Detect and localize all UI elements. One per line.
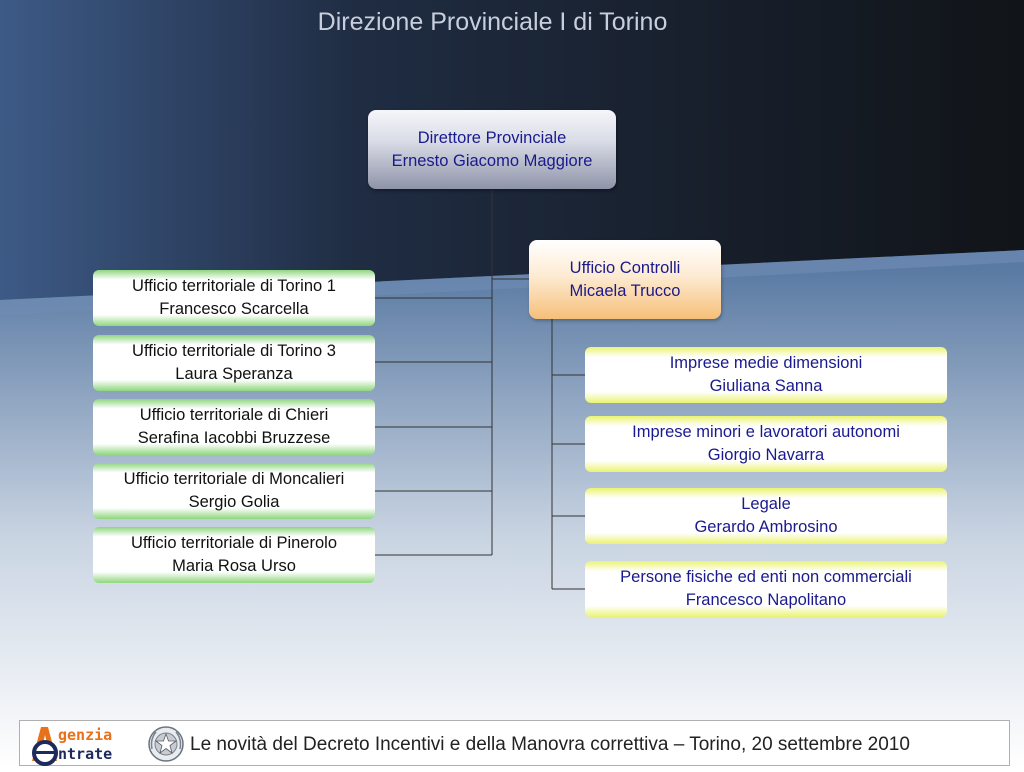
office-role: Ufficio territoriale di Torino 3 (132, 342, 336, 360)
unit-persone-fisiche-box (585, 561, 947, 617)
office-manager: Francesco Scarcella (159, 300, 309, 318)
office-manager: Serafina Iacobbi Bruzzese (137, 429, 331, 447)
unit-role: Persone fisiche ed enti non commerciali (620, 568, 912, 586)
office-torino-3-box (93, 335, 375, 391)
office-role: Ufficio territoriale di Torino 1 (132, 277, 336, 295)
page-title: Direzione Provinciale I di Torino (317, 8, 668, 36)
director-role: Direttore Provinciale (417, 128, 567, 147)
unit-manager: Giorgio Navarra (707, 446, 825, 464)
office-chieri-box (93, 399, 375, 455)
office-role: Ufficio territoriale di Chieri (139, 406, 329, 424)
logo-word-ntrate: ntrate (58, 745, 113, 763)
unit-imprese-minori-box (585, 416, 947, 472)
footer-caption: Le novità del Decreto Incentivi e della Manovra correttiva – Torino, 20 settembre 2010 (190, 734, 910, 755)
office-role: Ufficio territoriale di Pinerolo (130, 534, 338, 552)
unit-manager: Giuliana Sanna (709, 377, 823, 395)
office-manager: Laura Speranza (175, 365, 293, 383)
director-name: Ernesto Giacomo Maggiore (391, 151, 593, 170)
office-pinerolo-box (93, 527, 375, 583)
unit-manager: Gerardo Ambrosino (694, 518, 838, 536)
logo-word-genzia: genzia (58, 726, 113, 744)
office-manager: Maria Rosa Urso (172, 557, 296, 575)
office-manager: Sergio Golia (188, 493, 280, 511)
unit-role: Imprese minori e lavoratori autonomi (632, 423, 900, 441)
office-torino-1-box (93, 270, 375, 326)
office-role: Ufficio territoriale di Moncalieri (123, 470, 345, 488)
unit-role: Legale (741, 495, 791, 513)
director-box (368, 110, 616, 189)
unit-imprese-medie-box (585, 347, 947, 403)
unit-role: Imprese medie dimensioni (669, 354, 863, 372)
controlli-role: Ufficio Controlli (569, 258, 681, 277)
ufficio-controlli-box (529, 240, 721, 319)
controlli-name: Micaela Trucco (569, 281, 681, 300)
office-moncalieri-box (93, 463, 375, 519)
agenzia-entrate-logo-icon (30, 723, 160, 767)
unit-legale-box (585, 488, 947, 544)
unit-manager: Francesco Napolitano (685, 591, 847, 609)
italian-republic-emblem-icon (147, 725, 185, 763)
